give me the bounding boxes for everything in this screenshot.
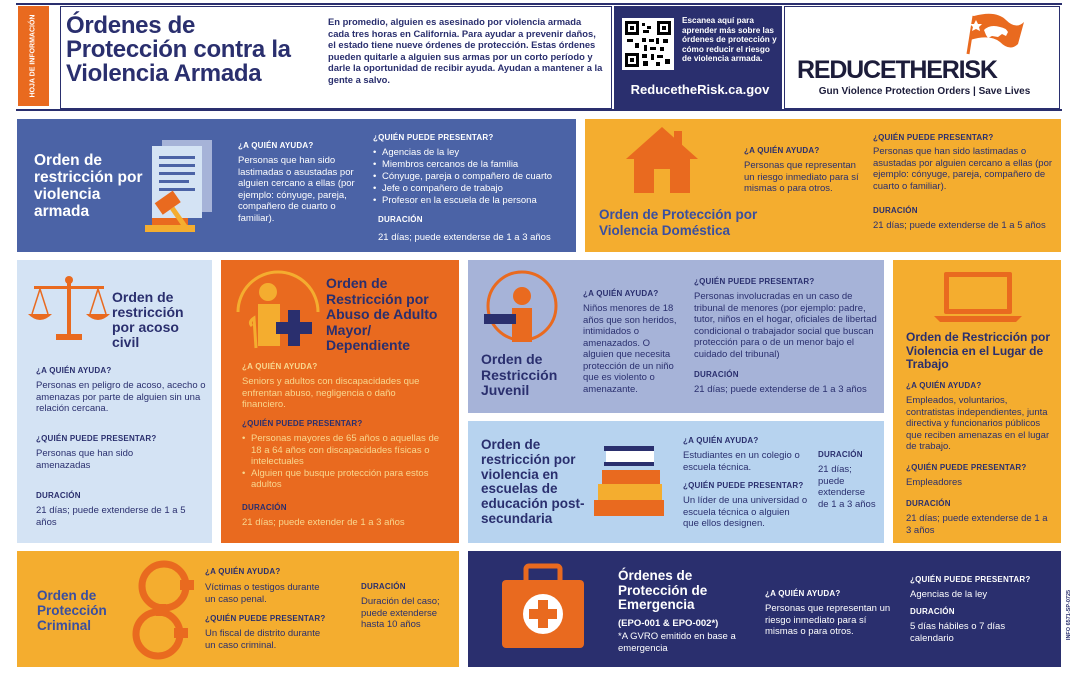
civil-duration-label: DURACIÓN (36, 491, 81, 500)
criminal-who-helps: Víctimas o testigos durante un caso penal. (205, 582, 320, 605)
workplace-who-files: Empleadores (906, 477, 962, 488)
school-who-files-label: ¿QUIÉN PUEDE PRESENTAR? (683, 481, 804, 490)
juvenile-duration: 21 días; puede extenderse de 1 a 3 años (694, 384, 867, 395)
child-icon (480, 270, 560, 346)
domestic-who-files: Personas que han sido lastimadas o asustadas por alguien cercano a ellas (por ejemplo: cónyuge, pareja, compañero de cuarto o familiar). (873, 146, 1053, 192)
workplace-who-helps: Empleados, voluntarios, contratistas independientes, junta directiva y funcionarios públicos que reciben amenazas en el lugar de trabajo. (906, 395, 1050, 452)
criminal-who-files-label: ¿QUIÉN PUEDE PRESENTAR? (205, 614, 326, 623)
intro-text: En promedio, alguien es asesinado por violencia armada cada tres horas en California. Para ayudar a prevenir daños, el estado tiene nueve órdenes de protección. Estas órdenes pueden quitarle a alguien sus armas por un corto período y darle la oportunidad de recibir ayuda. Ayudan a mantener a la gente a salvo. (328, 16, 603, 85)
workplace-duration-label: DURACIÓN (906, 499, 951, 508)
workplace-who-helps-label: ¿A QUIÉN AYUDA? (906, 381, 982, 390)
criminal-duration-label: DURACIÓN (361, 582, 406, 591)
footer-code: INFO 6571-SP-0725 (1066, 589, 1073, 641)
domestic-duration-label: DURACIÓN (873, 206, 918, 215)
scales-icon (26, 274, 112, 344)
juvenile-who-helps-label: ¿A QUIÉN AYUDA? (583, 289, 659, 298)
list-item: • Personas mayores de 65 años o aquellas de 18 a 64 años con discapacidades físicas o intelectuales (242, 433, 452, 468)
gvro-title: Orden de restricción por violencia armada (34, 152, 143, 220)
page-title: Órdenes de Protección contra la Violencia Armada (66, 12, 291, 87)
civil-who-helps-label: ¿A QUIÉN AYUDA? (36, 366, 112, 375)
emergency-who-files-label: ¿QUIÉN PUEDE PRESENTAR? (910, 575, 1031, 584)
logo-tagline: Gun Violence Protection Orders | Save Lives (818, 86, 1031, 97)
logo-main: REDUCETHERISK (797, 56, 997, 84)
gvro-duration-label: DURACIÓN (378, 215, 423, 224)
emergency-duration: 5 días hábiles o 7 días calendario (910, 621, 1006, 644)
school-who-helps: Estudiantes en un colegio o escuela técnica. (683, 450, 800, 473)
laptop-icon (932, 268, 1024, 326)
elder-who-files-list (242, 433, 452, 491)
emergency-duration-label: DURACIÓN (910, 607, 955, 616)
elder-duration: 21 días; puede extender de 1 a 3 años (242, 517, 405, 528)
civil-who-files: Personas que han sido amenazadas (36, 448, 134, 471)
side-tab-text: HOJA DE INFORMACIÓN (29, 14, 37, 98)
books-icon (588, 438, 670, 520)
domestic-who-files-label: ¿QUIÉN PUEDE PRESENTAR? (873, 133, 994, 142)
side-tab (18, 6, 49, 106)
criminal-who-helps-label: ¿A QUIÉN AYUDA? (205, 567, 281, 576)
flag-bear-icon (960, 10, 1026, 58)
list-item: • Agencias de la ley (373, 147, 573, 159)
juvenile-who-files: Personas involucradas en un caso de tribunal de menores (por ejemplo: padre, tutor, niños en el hogar, oficiales de libertad condicional o trabajador social que buscan protección para o de un menor bajo el cuidado del tribunal) (694, 291, 877, 360)
school-duration: 21 días; puede extenderse de 1 a 3 años (818, 464, 876, 510)
document-gavel-icon (132, 132, 228, 242)
juvenile-who-helps: Niños menores de 18 años que son heridos, intimidados o amenazados. O alguien que necesita protección de un niño que es violento o amenazante. (583, 303, 677, 395)
juvenile-who-files-label: ¿QUIÉN PUEDE PRESENTAR? (694, 277, 815, 286)
domestic-title: Orden de Protección por Violencia Doméstica (599, 207, 758, 238)
elder-who-helps: Seniors y adultos con discapacidades que enfrentan abuso, negligencia o daño financiero. (242, 376, 420, 410)
list-item: • Jefe o compañero de trabajo (373, 183, 573, 195)
civil-who-files-label: ¿QUIÉN PUEDE PRESENTAR? (36, 434, 157, 443)
qr-code-icon[interactable] (622, 18, 674, 70)
qr-text: Escanea aquí para aprender más sobre las órdenes de protección y cómo reducir el riesgo de violencia armada. (682, 16, 777, 64)
emergency-who-files: Agencias de la ley (910, 589, 988, 600)
criminal-who-files: Un fiscal de distrito durante un caso criminal. (205, 628, 321, 651)
house-icon (624, 125, 700, 195)
first-aid-kit-icon (500, 562, 586, 652)
domestic-who-helps: Personas que representan un riesgo inmediato para sí mismas o para otros. (744, 160, 859, 194)
handcuffs-icon (118, 556, 202, 662)
juvenile-title: Orden de Restricción Juvenil (481, 351, 558, 398)
workplace-title: Orden de Restricción por Violencia en el Lugar de Trabajo (906, 330, 1051, 371)
elder-title: Orden de Restricción por Abuso de Adulto Mayor/ Dependiente (326, 275, 438, 353)
school-title: Orden de restricción por violencia en escuelas de educación post-secundaria (481, 437, 585, 526)
elder-medical-icon (232, 268, 324, 354)
domestic-who-helps-label: ¿A QUIÉN AYUDA? (744, 146, 820, 155)
elder-duration-label: DURACIÓN (242, 503, 287, 512)
emergency-title: Órdenes de Protección de Emergencia (618, 568, 708, 612)
elder-who-helps-label: ¿A QUIÉN AYUDA? (242, 362, 318, 371)
juvenile-duration-label: DURACIÓN (694, 370, 739, 379)
civil-duration: 21 días; puede extenderse de 1 a 5 años (36, 505, 186, 528)
emergency-code: (EPO-001 & EPO-002*) (618, 618, 719, 629)
gvro-who-files-list (373, 147, 573, 207)
emergency-who-helps-label: ¿A QUIÉN AYUDA? (765, 589, 841, 598)
gvro-duration: 21 días; puede extenderse de 1 a 3 años (378, 232, 551, 243)
domestic-duration: 21 días; puede extenderse de 1 a 5 años (873, 220, 1046, 231)
footer-code-wrap (1060, 560, 1078, 670)
site-url[interactable]: ReducetheRisk.ca.gov (630, 82, 770, 97)
school-who-helps-label: ¿A QUIÉN AYUDA? (683, 436, 759, 445)
gvro-who-helps: Personas que han sido lastimadas o asustadas por alguien cercano a ellas (por ejemplo: cónyuge, pareja, compañero de cuarto o familiar). (238, 155, 355, 224)
criminal-duration: Duración del caso; puede extenderse hasta 10 años (361, 596, 440, 630)
civil-who-helps: Personas en peligro de acoso, acecho o amenazas por parte de alguien sin una relación cercana. (36, 380, 206, 414)
elder-who-files-label: ¿QUIÉN PUEDE PRESENTAR? (242, 419, 363, 428)
list-item: • Miembros cercanos de la familia (373, 159, 573, 171)
workplace-duration: 21 días; puede extenderse de 1 a 3 años (906, 513, 1048, 536)
list-item: • Cónyuge, pareja o compañero de cuarto (373, 171, 573, 183)
list-item: • Alguien que busque protección para estos adultos (242, 468, 452, 491)
criminal-title: Orden de Protección Criminal (37, 588, 107, 633)
emergency-who-helps: Personas que representan un riesgo inmediato para sí mismas o para otros. (765, 603, 891, 637)
civil-title: Orden de restricción por acoso civil (112, 289, 184, 350)
gvro-who-files-label: ¿QUIÉN PUEDE PRESENTAR? (373, 133, 494, 142)
school-duration-label: DURACIÓN (818, 450, 863, 459)
workplace-who-files-label: ¿QUIÉN PUEDE PRESENTAR? (906, 463, 1027, 472)
school-who-files: Un líder de una universidad o escuela técnica o alguien que ellos designen. (683, 495, 808, 529)
emergency-note: *A GVRO emitido en base a emergencia (618, 631, 736, 654)
gvro-who-helps-label: ¿A QUIÉN AYUDA? (238, 141, 314, 150)
list-item: • Profesor en la escuela de la persona (373, 195, 573, 207)
